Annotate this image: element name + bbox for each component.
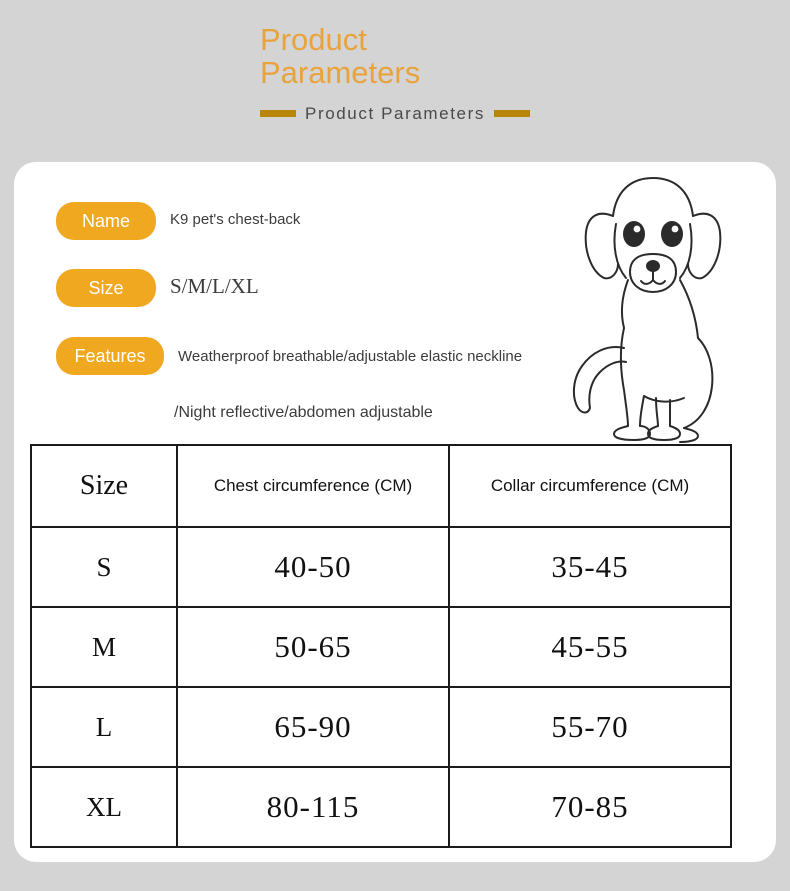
cell-collar: 45-55 bbox=[449, 607, 731, 687]
cell-chest: 80-115 bbox=[177, 767, 449, 847]
page-title: Product Parameters bbox=[260, 22, 421, 90]
spec-row-features bbox=[56, 337, 522, 375]
spec-value-size: S/M/L/XL bbox=[170, 274, 259, 298]
dash-right-icon bbox=[494, 110, 530, 117]
spec-value-features-line2: /Night reflective/abdomen adjustable bbox=[174, 404, 433, 421]
spec-row-name bbox=[56, 202, 300, 240]
cell-collar: 55-70 bbox=[449, 687, 731, 767]
size-table bbox=[30, 444, 732, 848]
page-header bbox=[0, 0, 790, 124]
spec-value-name: K9 pet's chest-back bbox=[170, 211, 301, 228]
dog-outline-icon bbox=[558, 168, 748, 458]
table-row bbox=[31, 607, 731, 687]
cell-collar: 70-85 bbox=[449, 767, 731, 847]
cell-chest: 50-65 bbox=[177, 607, 449, 687]
spec-label-size: Size bbox=[56, 269, 156, 307]
subtitle-group bbox=[0, 104, 790, 124]
dash-left-icon bbox=[260, 110, 296, 117]
table-header-row bbox=[31, 445, 731, 527]
table-header-size: Size bbox=[31, 445, 177, 527]
spec-label-features: Features bbox=[56, 337, 164, 375]
table-header-chest: Chest circumference (CM) bbox=[177, 445, 449, 527]
cell-chest: 65-90 bbox=[177, 687, 449, 767]
cell-size: L bbox=[31, 687, 177, 767]
spec-value-features: Weatherproof breathable/adjustable elastic neckline bbox=[178, 348, 523, 365]
cell-size: M bbox=[31, 607, 177, 687]
spec-label-name: Name bbox=[56, 202, 156, 240]
cell-size: S bbox=[31, 527, 177, 607]
cell-collar: 35-45 bbox=[449, 527, 731, 607]
table-row bbox=[31, 687, 731, 767]
page-subtitle: Product Parameters bbox=[305, 103, 485, 123]
table-row bbox=[31, 527, 731, 607]
content-card bbox=[14, 162, 776, 862]
spec-row-size bbox=[56, 269, 259, 307]
table-row bbox=[31, 767, 731, 847]
cell-chest: 40-50 bbox=[177, 527, 449, 607]
table-header-collar: Collar circumference (CM) bbox=[449, 445, 731, 527]
cell-size: XL bbox=[31, 767, 177, 847]
